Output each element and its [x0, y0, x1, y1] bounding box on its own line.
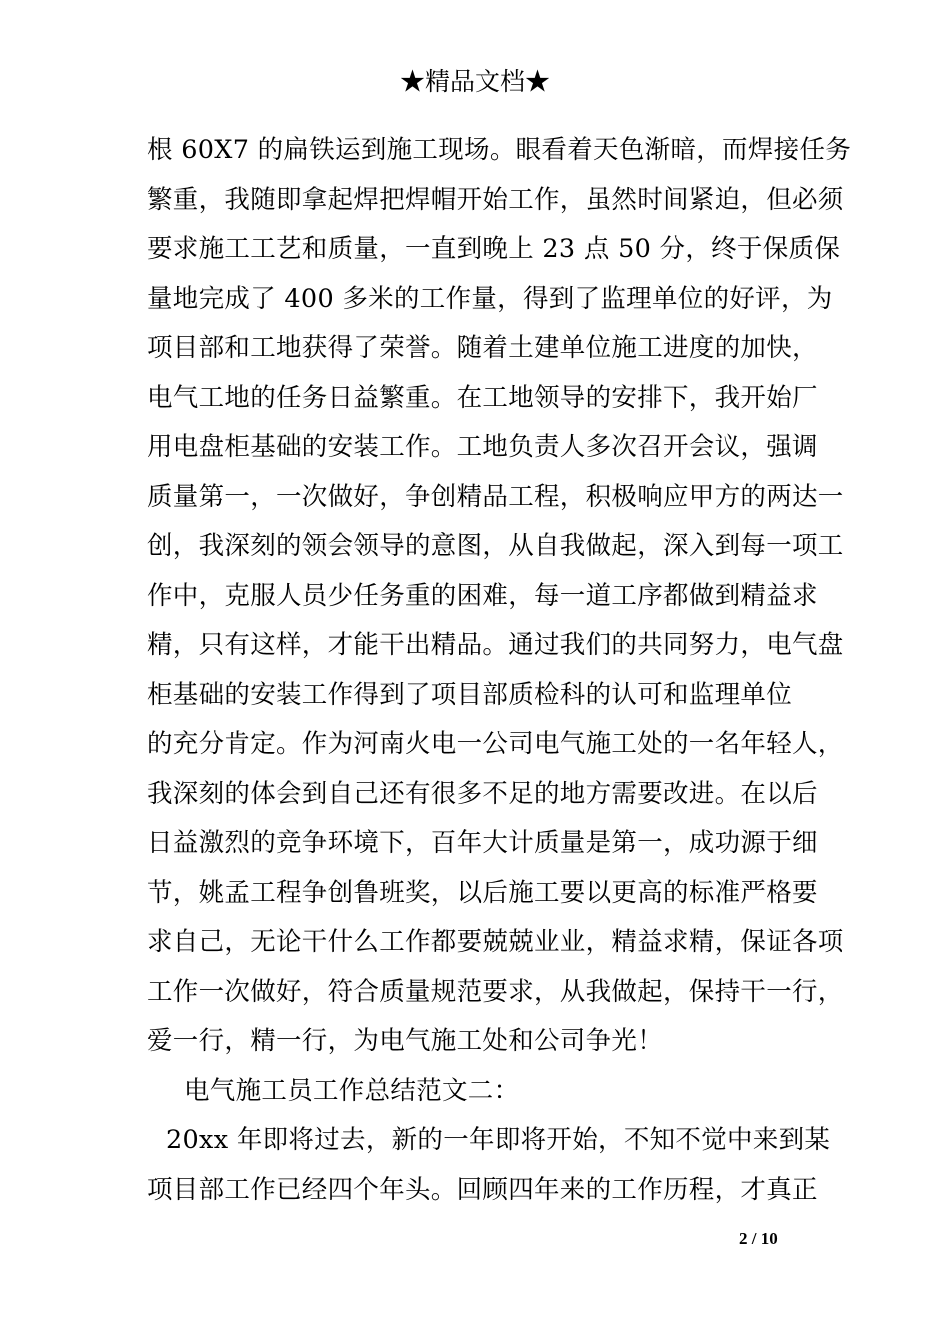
body-line: 项目部工作已经四个年头。回顾四年来的工作历程，才真正: [147, 1175, 818, 1205]
body-line: 用电盘柜基础的安装工作。工地负责人多次召开会议，强调: [147, 432, 818, 462]
body-line: 繁重，我随即拿起焊把焊帽开始工作，虽然时间紧迫，但必须: [147, 185, 844, 215]
body-line: 的充分肯定。作为河南火电一公司电气施工处的一名年轻人，: [147, 729, 844, 759]
body-line: 精，只有这样，才能干出精品。通过我们的共同努力，电气盘: [147, 630, 844, 660]
body-line: 求自己，无论干什么工作都要兢兢业业，精益求精，保证各项: [147, 927, 844, 957]
body-line: 电气工地的任务日益繁重。在工地领导的安排下，我开始厂: [147, 383, 818, 413]
body-line: 量地完成了 400 多米的工作量，得到了监理单位的好评，为: [147, 284, 833, 314]
body-line: 项目部和工地获得了荣誉。随着土建单位施工进度的加快，: [147, 333, 818, 363]
body-line: 爱一行，精一行，为电气施工处和公司争光！: [147, 1026, 664, 1056]
body-line: 根 60X7 的扁铁运到施工现场。眼看着天色渐暗，而焊接任务: [147, 135, 852, 165]
body-line: 要求施工工艺和质量，一直到晚上 23 点 50 分，终于保质保: [147, 234, 841, 264]
body-line: 我深刻的体会到自己还有很多不足的地方需要改进。在以后: [147, 779, 818, 809]
body-line: 节，姚孟工程争创鲁班奖，以后施工要以更高的标准严格要: [147, 878, 818, 908]
body-line: 日益激烈的竞争环境下，百年大计质量是第一，成功源于细: [147, 828, 818, 858]
section-heading: 电气施工员工作总结范文二：: [184, 1076, 520, 1106]
body-line: 作中，克服人员少任务重的困难，每一道工序都做到精益求: [147, 581, 818, 611]
page-header-title: ★精品文档★: [399, 67, 550, 96]
body-line: 工作一次做好，符合质量规范要求，从我做起，保持干一行，: [147, 977, 844, 1007]
body-line: 20xx 年即将过去，新的一年即将开始，不知不觉中来到某: [166, 1125, 831, 1155]
body-line: 质量第一，一次做好，争创精品工程，积极响应甲方的两达一: [147, 482, 844, 512]
body-line: 柜基础的安装工作得到了项目部质检科的认可和监理单位: [147, 680, 793, 710]
page-number: 2 / 10: [739, 1229, 778, 1248]
body-line: 创，我深刻的领会领导的意图，从自我做起，深入到每一项工: [147, 531, 844, 561]
